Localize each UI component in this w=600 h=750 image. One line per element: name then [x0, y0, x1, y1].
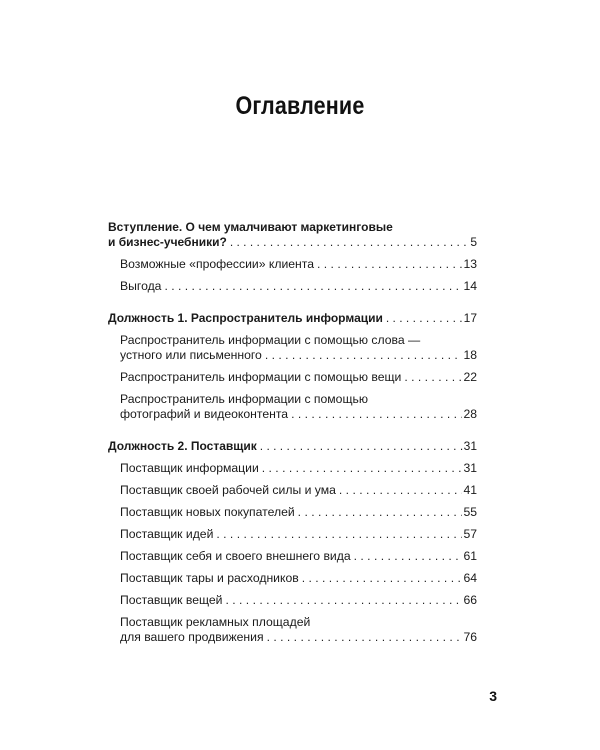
- toc-page-number: 41: [463, 483, 477, 497]
- toc-subentry[interactable]: [108, 505, 477, 520]
- toc-entry-title-line: Поставщик рекламных площадей: [120, 615, 311, 629]
- toc-entry-title-line: Поставщик своей рабочей силы и ума: [120, 483, 336, 497]
- toc-entry-title-line: и бизнес-учебники?: [108, 235, 227, 249]
- toc-entry-title-line: фотографий и видеоконтента: [120, 407, 289, 421]
- toc-entry-row: [108, 235, 477, 250]
- toc-entry-row: [120, 370, 477, 385]
- toc-subentry[interactable]: [108, 461, 477, 476]
- toc-chapter-entry[interactable]: [108, 220, 477, 250]
- toc-page-number: 18: [463, 348, 477, 362]
- dot-leader: [354, 549, 463, 564]
- toc-subentry[interactable]: [108, 593, 477, 608]
- toc-subentry[interactable]: [108, 279, 477, 294]
- toc-entry-row: [120, 483, 477, 498]
- toc-chapter-entry[interactable]: [108, 311, 477, 326]
- toc-subentry[interactable]: [108, 333, 477, 363]
- toc-entry-row: [120, 571, 477, 586]
- dot-leader: [230, 235, 470, 250]
- toc-entry-title-line: Распространитель информации с помощью слова —: [120, 333, 421, 347]
- toc-entry-row: [108, 439, 477, 454]
- dot-leader: [267, 630, 463, 645]
- page-number: 3: [489, 688, 497, 704]
- toc-page-number: 57: [463, 527, 477, 541]
- dot-leader: [265, 348, 463, 363]
- toc-entry-row: [120, 527, 477, 542]
- toc-entry-title-line: для вашего продвижения: [120, 630, 264, 644]
- toc-entry-title-line: Должность 1. Распространитель информации: [108, 311, 383, 325]
- toc-section: [108, 439, 477, 645]
- toc-page-number: 66: [463, 593, 477, 607]
- dot-leader: [404, 370, 462, 385]
- toc-chapter-entry[interactable]: [108, 439, 477, 454]
- toc-page-number: 76: [463, 630, 477, 644]
- dot-leader: [339, 483, 463, 498]
- toc-page-number: 13: [463, 257, 477, 271]
- dot-leader: [216, 527, 462, 542]
- toc-subentry[interactable]: [108, 257, 477, 272]
- toc-entry-row: [120, 279, 477, 294]
- toc-entry-title-line: Должность 2. Поставщик: [108, 439, 257, 453]
- toc-page-number: 5: [470, 235, 477, 249]
- toc-entry-row: [120, 630, 477, 645]
- toc-entry-row: [120, 593, 477, 608]
- toc-page-number: 31: [463, 461, 477, 475]
- toc-page-number: 64: [463, 571, 477, 585]
- toc-subentry[interactable]: [108, 392, 477, 422]
- toc-entry-title-line: Вступление. О чем умалчивают маркетинговые: [108, 220, 393, 234]
- table-of-contents: [108, 220, 477, 662]
- toc-entry-title-line: устного или письменного: [120, 348, 262, 362]
- dot-leader: [386, 311, 463, 326]
- toc-entry-title-line: Возможные «профессии» клиента: [120, 257, 315, 271]
- toc-subentry[interactable]: [108, 549, 477, 564]
- toc-entry-title-line: Поставщик тары и расходников: [120, 571, 299, 585]
- toc-subentry[interactable]: [108, 615, 477, 645]
- toc-entry-row: [120, 257, 477, 272]
- toc-entry-title-line: Поставщик информации: [120, 461, 259, 475]
- dot-leader: [291, 407, 462, 422]
- toc-entry-row: [120, 348, 477, 363]
- toc-entry-title-line: Поставщик идей: [120, 527, 214, 541]
- toc-entry-title-line: Выгода: [120, 279, 162, 293]
- toc-page-number: 14: [463, 279, 477, 293]
- toc-entry-title-line: Поставщик новых покупателей: [120, 505, 295, 519]
- dot-leader: [302, 571, 463, 586]
- toc-entry-row: [120, 461, 477, 476]
- toc-section: [108, 311, 477, 422]
- toc-page-number: 22: [463, 370, 477, 384]
- dot-leader: [317, 257, 462, 272]
- toc-subentry[interactable]: [108, 571, 477, 586]
- toc-subentry[interactable]: [108, 370, 477, 385]
- toc-entry-row: [120, 407, 477, 422]
- toc-entry-row: [120, 549, 477, 564]
- dot-leader: [225, 593, 462, 608]
- toc-page-number: 17: [463, 311, 477, 325]
- toc-section: [108, 220, 477, 294]
- page-title: Оглавление: [235, 92, 365, 120]
- dot-leader: [298, 505, 463, 520]
- dot-leader: [262, 461, 463, 476]
- toc-entry-title-line: Поставщик себя и своего внешнего вида: [120, 549, 351, 563]
- toc-subentry[interactable]: [108, 527, 477, 542]
- toc-subentry[interactable]: [108, 483, 477, 498]
- dot-leader: [164, 279, 462, 294]
- toc-entry-title-line: Поставщик вещей: [120, 593, 223, 607]
- toc-entry-row: [120, 505, 477, 520]
- toc-page-number: 31: [463, 439, 477, 453]
- dot-leader: [260, 439, 463, 454]
- toc-page-number: 55: [463, 505, 477, 519]
- toc-entry-title-line: Распространитель информации с помощью вещи: [120, 370, 402, 384]
- toc-entry-row: [108, 311, 477, 326]
- toc-page-number: 28: [463, 407, 477, 421]
- toc-page-number: 61: [463, 549, 477, 563]
- toc-entry-title-line: Распространитель информации с помощью: [120, 392, 368, 406]
